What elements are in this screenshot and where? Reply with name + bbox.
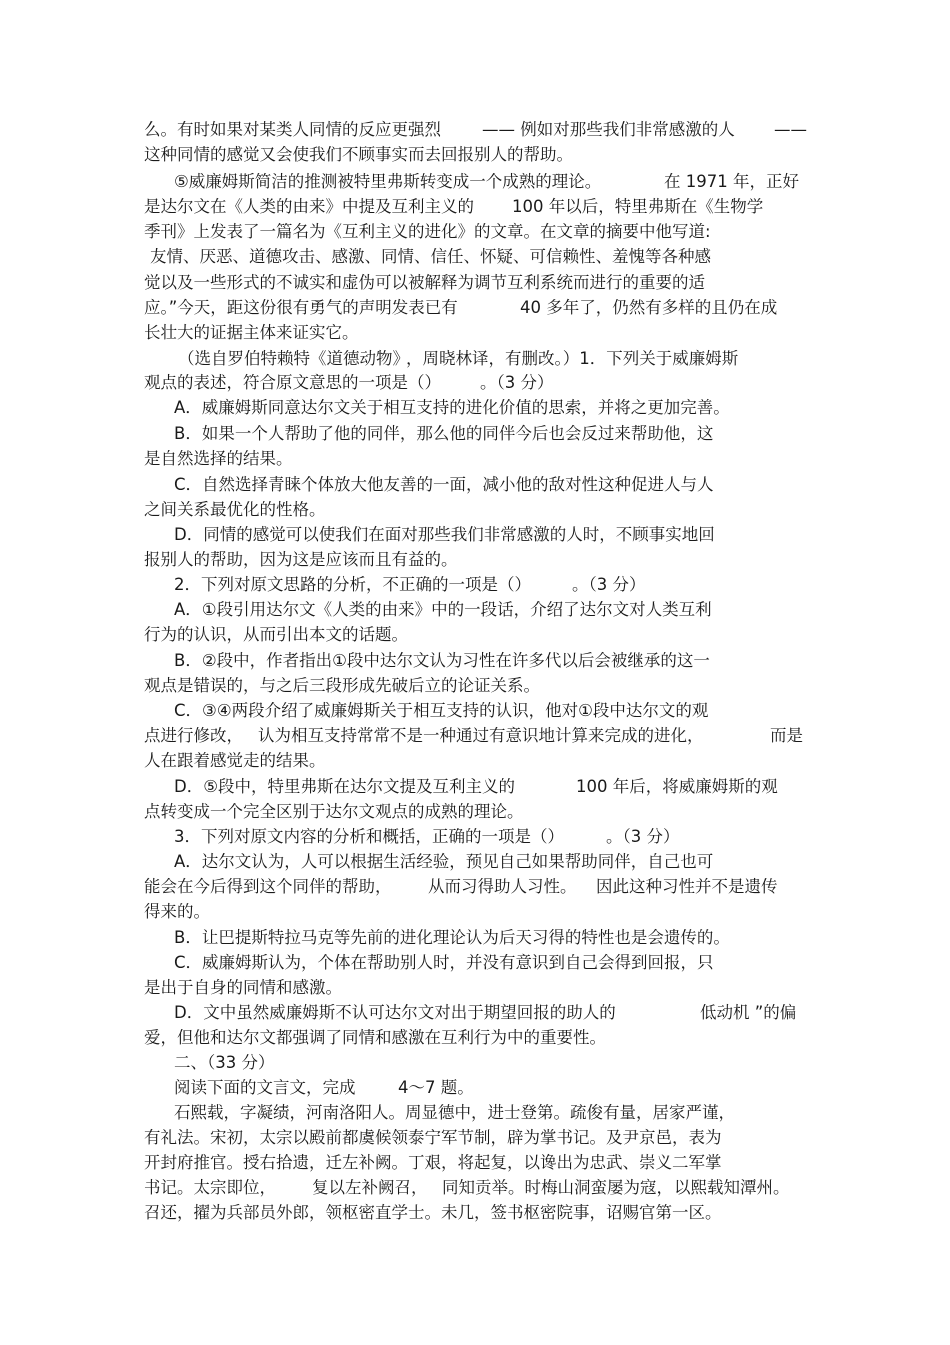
text-segment: 是出于自身的同情和感激。	[144, 978, 342, 997]
line	[144, 395, 814, 420]
text-segment: 么。有时如果对某类人同情的反应更强烈	[144, 120, 441, 139]
text-segment: 之间关系最优化的性格。	[144, 500, 326, 519]
line	[144, 748, 814, 773]
text-segment: 观点是错误的，与之后三段形成先破后立的论证关系。	[144, 676, 540, 695]
text-segment: 点进行修改，	[144, 726, 243, 745]
line	[144, 117, 814, 142]
line	[144, 497, 814, 522]
text-segment: 是达尔文在《人类的由来》中提及互利主义的	[144, 197, 474, 216]
text-segment: ，周晓林译，有删改。）1．下列关于威廉姆斯	[406, 349, 739, 368]
line	[144, 346, 814, 371]
text-segment: 同知贡举。时梅山洞蛮屡为寇，	[442, 1178, 673, 1197]
text-segment: 召还，擢为兵部员外郎，领枢密直学士。未几，签书枢密院事，诏赐官第一区。	[144, 1203, 722, 1222]
text-segment: 是自然选择的结果。	[144, 449, 293, 468]
text-segment: A．威廉姆斯同意达尔文关于相互支持的进化价值的思索，并将之更加完善。	[174, 398, 730, 417]
text-segment: 而是	[770, 726, 803, 745]
text-segment: 有礼法。宋初，太宗以殿前都虞候领泰宁军节制，辟为掌书记。及尹京邑，表为	[144, 1128, 722, 1147]
text-segment: 40 多年了，仍然有多样的且仍在成	[520, 298, 778, 317]
line	[144, 472, 814, 497]
line	[144, 421, 814, 446]
line	[144, 1150, 814, 1175]
line	[144, 1025, 814, 1050]
text-segment: 点转变成一个完全区别于达尔文观点的成熟的理论。	[144, 802, 524, 821]
text-segment: 因此这种习性并不是遗传	[596, 877, 778, 896]
text-segment: 友情、厌恶、道德攻击、感激、同情、信任、怀疑、可信赖性、羞愧等各种感	[150, 247, 711, 266]
line	[144, 194, 814, 219]
text-segment: B．②段中，作者指出①段中达尔文认为习性在许多代以后会被继承的这一	[174, 651, 710, 670]
text-segment: 应。”今天，距这份很有勇气的声明发表已有	[144, 298, 458, 317]
text-segment: 在 1971 年，正好	[664, 172, 799, 191]
line	[144, 723, 814, 748]
text-segment: —— 例如对那些我们非常感激的人	[482, 120, 735, 139]
text-segment: 低动机 ”的偏	[700, 1003, 797, 1022]
line	[144, 547, 814, 572]
text-segment: 2．下列对原文思路的分析，不正确的一项是（）	[174, 575, 531, 594]
text-segment: 。（3 分）	[572, 575, 646, 594]
text-segment: 100 年后，将威廉姆斯的观	[576, 777, 778, 796]
text-segment: C．威廉姆斯认为，个体在帮助别人时，并没有意识到自己会得到回报，只	[174, 953, 714, 972]
text-segment: 爱，但他和达尔文都强调了同情和感激在互利行为中的重要性。	[144, 1028, 606, 1047]
line	[144, 1125, 814, 1150]
line	[144, 1200, 814, 1225]
line	[144, 295, 814, 320]
line	[144, 1050, 814, 1075]
line	[144, 370, 814, 395]
line	[144, 320, 814, 345]
line	[144, 622, 814, 647]
line	[144, 219, 814, 244]
text-segment: 人在跟着感觉走的结果。	[144, 751, 326, 770]
text-segment: 。（3 分）	[480, 373, 554, 392]
text-segment: ——	[774, 120, 807, 139]
text-segment: C．自然选择青睐个体放大他友善的一面，减小他的敌对性这种促进人与人	[174, 475, 714, 494]
text-segment: 3．下列对原文内容的分析和概括，正确的一项是（）	[174, 827, 564, 846]
text-segment: 阅读下面的文言文，完成	[174, 1078, 356, 1097]
line	[144, 849, 814, 874]
line	[144, 169, 814, 194]
text-segment: 以熙载知潭州。	[674, 1178, 790, 1197]
text-segment: C．③④两段介绍了威廉姆斯关于相互支持的认识，他对①段中达尔文的观	[174, 701, 709, 720]
line	[144, 673, 814, 698]
line	[144, 774, 814, 799]
line	[144, 698, 814, 723]
line	[144, 1000, 814, 1025]
text-segment: B．让巴提斯特拉马克等先前的进化理论认为后天习得的特性也是会遗传的。	[174, 928, 730, 947]
line	[144, 899, 814, 924]
line	[144, 572, 814, 597]
line	[144, 270, 814, 295]
line	[144, 975, 814, 1000]
text-segment: 。（3 分）	[606, 827, 680, 846]
line	[144, 925, 814, 950]
text-segment: 二、（33 分）	[174, 1053, 275, 1072]
text-segment: A．达尔文认为，人可以根据生活经验，预见自己如果帮助同伴，自己也可	[174, 852, 714, 871]
line	[144, 597, 814, 622]
line	[144, 648, 814, 673]
text-segment: 这种同情的感觉又会使我们不顾事实而去回报别人的帮助。	[144, 145, 573, 164]
text-segment: 觉以及一些形式的不诚实和虚伪可以被解释为调节互利系统而进行的重要的适	[144, 273, 705, 292]
text-segment: 得来的。	[144, 902, 210, 921]
line	[144, 244, 814, 269]
text-segment: 行为的认识，从而引出本文的话题。	[144, 625, 408, 644]
text-segment: 从而习得助人习性。	[428, 877, 577, 896]
text-segment: 季刊》上发表了一篇名为《互利主义的进化》的文章。在文章的摘要中他写道:	[144, 222, 711, 241]
text-segment: 石熙载，字凝绩，河南洛阳人。周显德中，进士登第。疏俊有量，居家严谨，	[174, 1103, 735, 1122]
line	[144, 142, 814, 167]
text-segment: B．如果一个人帮助了他的同伴，那么他的同伴今后也会反过来帮助他，这	[174, 424, 714, 443]
text-segment: D．同情的感觉可以使我们在面对那些我们非常感激的人时，不顾事实地回	[174, 525, 715, 544]
text-segment: 100 年以后，特里弗斯在《生物学	[512, 197, 764, 216]
text-segment: 复以左补阙召，	[312, 1178, 428, 1197]
text-segment: 开封府推官。授右拾遗，迁左补阙。丁艰，将起复，以谗出为忠武、崇义二军掌	[144, 1153, 722, 1172]
text-segment: 长壮大的证据主体来证实它。	[144, 323, 359, 342]
line	[144, 799, 814, 824]
line	[144, 1100, 814, 1125]
text-segment: （选自罗伯特赖特《道德动物》	[178, 349, 409, 368]
text-segment: 观点的表述，符合原文意思的一项是（）	[144, 373, 441, 392]
text-segment: 书记。太宗即位，	[144, 1178, 276, 1197]
line	[144, 1075, 814, 1100]
text-segment: 报别人的帮助，因为这是应该而且有益的。	[144, 550, 458, 569]
line	[144, 824, 814, 849]
line	[144, 522, 814, 547]
line	[144, 950, 814, 975]
text-segment: D．文中虽然威廉姆斯不认可达尔文对出于期望回报的助人的	[174, 1003, 616, 1022]
text-segment: 能会在今后得到这个同伴的帮助，	[144, 877, 392, 896]
line	[144, 874, 814, 899]
text-segment: 4～7 题。	[398, 1078, 474, 1097]
line	[144, 1175, 814, 1200]
line	[144, 446, 814, 471]
text-segment: D．⑤段中，特里弗斯在达尔文提及互利主义的	[174, 777, 515, 796]
text-segment: ⑤威廉姆斯简洁的推测被特里弗斯转变成一个成熟的理论。	[174, 172, 602, 191]
text-segment: 认为相互支持常常不是一种通过有意识地计算来完成的进化，	[258, 726, 704, 745]
text-segment: A．①段引用达尔文《人类的由来》中的一段话，介绍了达尔文对人类互利	[174, 600, 712, 619]
